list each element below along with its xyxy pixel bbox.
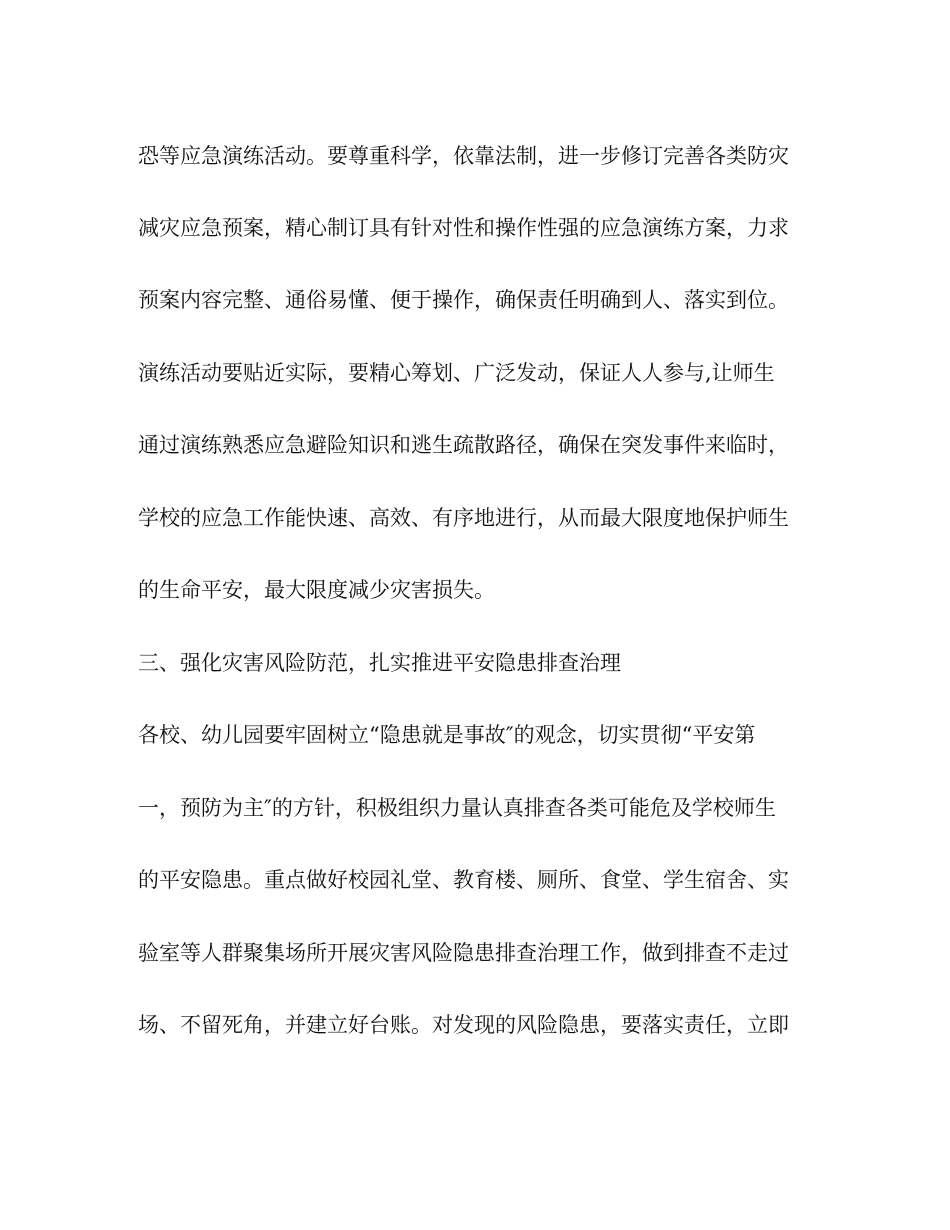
text-line: 各校、幼儿园要牢固树立“隐患就是事故″的观念，切实贯彻“平安第	[138, 723, 756, 747]
text-line: 一，预防为主″的方针，积极组织力量认真排查各类可能危及学校师生	[138, 796, 776, 820]
text-line: 通过演练熟悉应急避险知识和逃生疏散路径，确保在突发事件来临时，	[138, 433, 789, 457]
text-line: 减灾应急预案，精心制订具有针对性和操作性强的应急演练方案，力求	[138, 216, 789, 240]
section-heading: 三、强化灾害风险防范，扎实推进平安隐患排查治理	[138, 651, 621, 675]
text-line: 演练活动要贴近实际，要精心筹划、广泛发动，保证人人参与,让师生	[138, 361, 775, 385]
text-line: 学校的应急工作能快速、高效、有序地进行，从而最大限度地保护师生	[138, 506, 789, 530]
text-line: 预案内容完整、通俗易懂、便于操作，确保责任明确到人、落实到位。	[138, 288, 789, 312]
text-line: 的平安隐患。重点做好校园礼堂、教育楼、厕所、食堂、学生宿舍、实	[138, 868, 789, 892]
text-line: 恐等应急演练活动。要尊重科学，依靠法制，进一步修订完善各类防灾	[138, 144, 789, 168]
text-line: 的生命平安，最大限度减少灾害损失。	[138, 578, 495, 602]
text-line: 验室等人群聚集场所开展灾害风险隐患排查治理工作，做到排查不走过	[138, 941, 789, 965]
text-line: 场、不留死角，并建立好台账。对发现的风险隐患，要落实责任，立即	[138, 1013, 789, 1037]
